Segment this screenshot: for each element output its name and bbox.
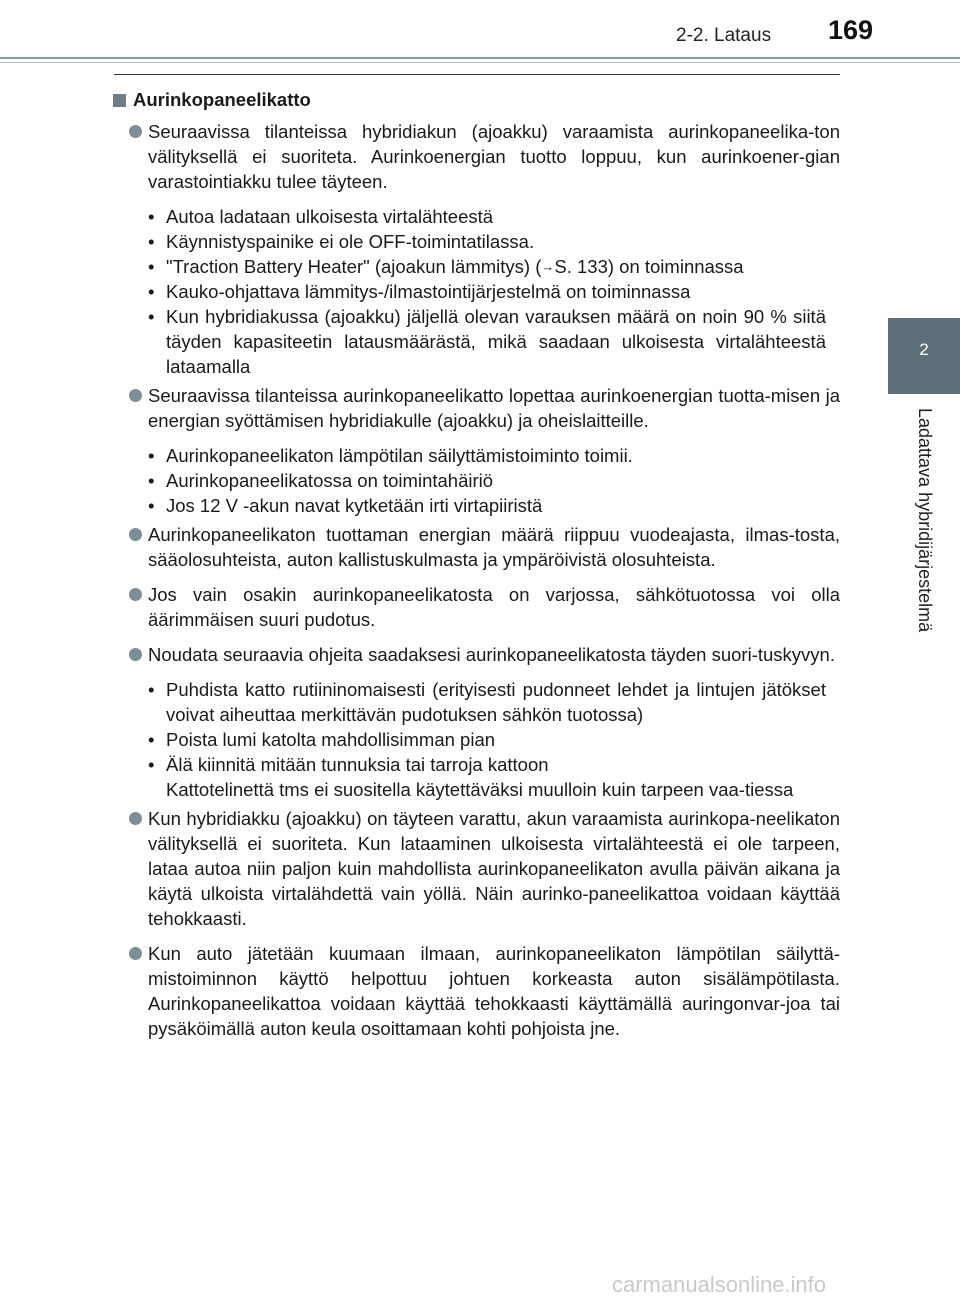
list-item (110, 119, 840, 194)
dot-bullet-icon: • (148, 281, 155, 302)
sub-list-item: • Aurinkopaneelikatossa on toimintahäiriö (148, 470, 494, 491)
sub-list-item: • Poista lumi katolta mahdollisimman pian (148, 729, 496, 750)
section-title: 2-2. Lataus (676, 25, 772, 46)
page-header (0, 0, 960, 62)
circle-bullet-icon (129, 947, 142, 960)
circle-bullet-icon (129, 648, 142, 661)
dot-bullet-icon: • (148, 206, 155, 227)
dot-bullet-icon: • (148, 729, 155, 750)
sub-list-item: • Kauko-ohjattava lämmitys-/ilmastointijärjestelmä on toiminnassa (148, 281, 691, 302)
chapter-tab[interactable] (888, 318, 960, 394)
sub-list-item: • Jos 12 V -akun navat kytketään irti virtapiiristä (148, 495, 543, 516)
sub-list-item: • Kun hybridiakussa (ajoakku) jäljellä olevan varauksen määrä on noin 90 % siitä täyden kapasiteetin latausmäärästä, mikä saadaan ulkoisesta virtalähteestä lataamalla (148, 306, 826, 377)
watermark: carmanualsonline.info (612, 1272, 827, 1297)
header-divider-thin (0, 62, 960, 63)
dot-bullet-icon: • (148, 231, 155, 252)
page-reference-link[interactable]: S. 133) on toiminnassa (554, 256, 744, 277)
chapter-number: 2 (919, 340, 929, 359)
sub-list (110, 443, 840, 518)
list-item-text: Seuraavissa tilanteissa aurinkopaneelikatto lopettaa aurinkoenergian tuotta-misen ja energian syöttämisen hybridiakulle (ajoakku) ja oheislaitteille. (148, 385, 840, 431)
header-divider (0, 57, 960, 59)
list-item-text: Seuraavissa tilanteissa hybridiakun (ajoakku) varaamista aurinkopaneelika-ton välityksellä ei suoriteta. Aurinkoenergian tuotto loppuu, kun aurinkoener-gian varastointiakku tulee täyteen. (148, 121, 840, 192)
list-item (110, 582, 840, 632)
sub-list-item: • Aurinkopaneelikaton lämpötilan säilyttämistoiminto toimii. (148, 445, 633, 466)
circle-bullet-icon (129, 528, 142, 541)
list-item (110, 806, 840, 931)
circle-bullet-icon (129, 588, 142, 601)
dot-bullet-icon: • (148, 256, 155, 277)
dot-bullet-icon: • (148, 306, 155, 327)
circle-bullet-icon (129, 812, 142, 825)
sub-list (110, 204, 840, 379)
list-item (110, 642, 840, 667)
circle-bullet-icon (129, 389, 142, 402)
sub-list (110, 677, 840, 802)
list-item (110, 941, 840, 1041)
dot-bullet-icon: • (148, 495, 155, 516)
sub-list-item: • Älä kiinnitä mitään tunnuksia tai tarroja kattoon Kattotelinettä tms ei suositella käytettäväksi muulloin kuin tarpeen vaa-tiessa (110, 752, 840, 802)
dot-bullet-icon: • (148, 470, 155, 491)
circle-bullet-icon (129, 125, 142, 138)
list-item-text: Jos vain osakin aurinkopaneelikatosta on varjossa, sähkötuotossa voi olla äärimmäisen suuri pudotus. (148, 584, 840, 630)
list-item (110, 522, 840, 572)
dot-bullet-icon: • (148, 679, 155, 700)
reference-arrow-icon: → (541, 259, 555, 274)
content-divider (114, 74, 840, 75)
sub-list-continuation: Kattotelinettä tms ei suositella käytettäväksi muulloin kuin tarpeen vaa-tiessa (166, 779, 794, 800)
square-bullet-icon (113, 94, 126, 107)
chapter-label-area (888, 400, 960, 670)
list-item-text: Aurinkopaneelikaton tuottaman energian määrä riippuu vuodeajasta, ilmas-tosta, sääolosuhteista, auton kallistuskulmasta ja ympäröivistä olosuhteista. (148, 524, 840, 570)
sub-list-item: • Puhdista katto rutiininomaisesti (erityisesti pudonneet lehdet ja lintujen jätökset voivat aiheuttaa merkittävän pudotuksen sähkön tuotossa) (148, 679, 826, 725)
dot-bullet-icon: • (148, 445, 155, 466)
section-heading (113, 89, 840, 111)
page-content (110, 74, 840, 1051)
chapter-label: Ladattava hybridijärjestelmä (915, 408, 935, 633)
list-item-text: Kun auto jätetään kuumaan ilmaan, aurinkopaneelikaton lämpötilan säilyttä-mistoiminnon käyttö helpottuu johtuen korkeasta auton sisälämpötilasta. Aurinkopaneelikattoa voidaan käyttää tehokkaasti käyttämällä auringonvar-joa tai pysäköimällä auton keula osoittamaan kohti pohjoista jne. (148, 943, 840, 1039)
dot-bullet-icon: • (148, 754, 155, 775)
sub-list-item: • "Traction Battery Heater" (ajoakun lämmitys) (→S. 133) on toiminnassa (148, 256, 744, 277)
sub-list-item: • Autoa ladataan ulkoisesta virtalähteestä (148, 206, 494, 227)
page-number: 169 (828, 15, 874, 45)
sub-list-item: • Käynnistyspainike ei ole OFF-toimintatilassa. (148, 231, 535, 252)
list-item (110, 383, 840, 433)
list-item-text: Kun hybridiakku (ajoakku) on täyteen varattu, akun varaamista aurinkopa-neelikaton välityksellä ei suoriteta. Kun lataaminen ulkoisesta virtalähteestä ei ole tarpeen, lataa autoa niin paljon kuin mahdollista aurinkopaneelikaton avulla päivän aikana ja käytä ulkoista virtalähdettä vain yöllä. Näin aurinko-paneelikattoa voidaan käyttää tehokkaasti. (148, 808, 840, 929)
list-item-text: Noudata seuraavia ohjeita saadaksesi aurinkopaneelikatosta täyden suori-tuskyvyn. (148, 644, 835, 665)
section-heading-text: Aurinkopaneelikatto (133, 89, 311, 110)
